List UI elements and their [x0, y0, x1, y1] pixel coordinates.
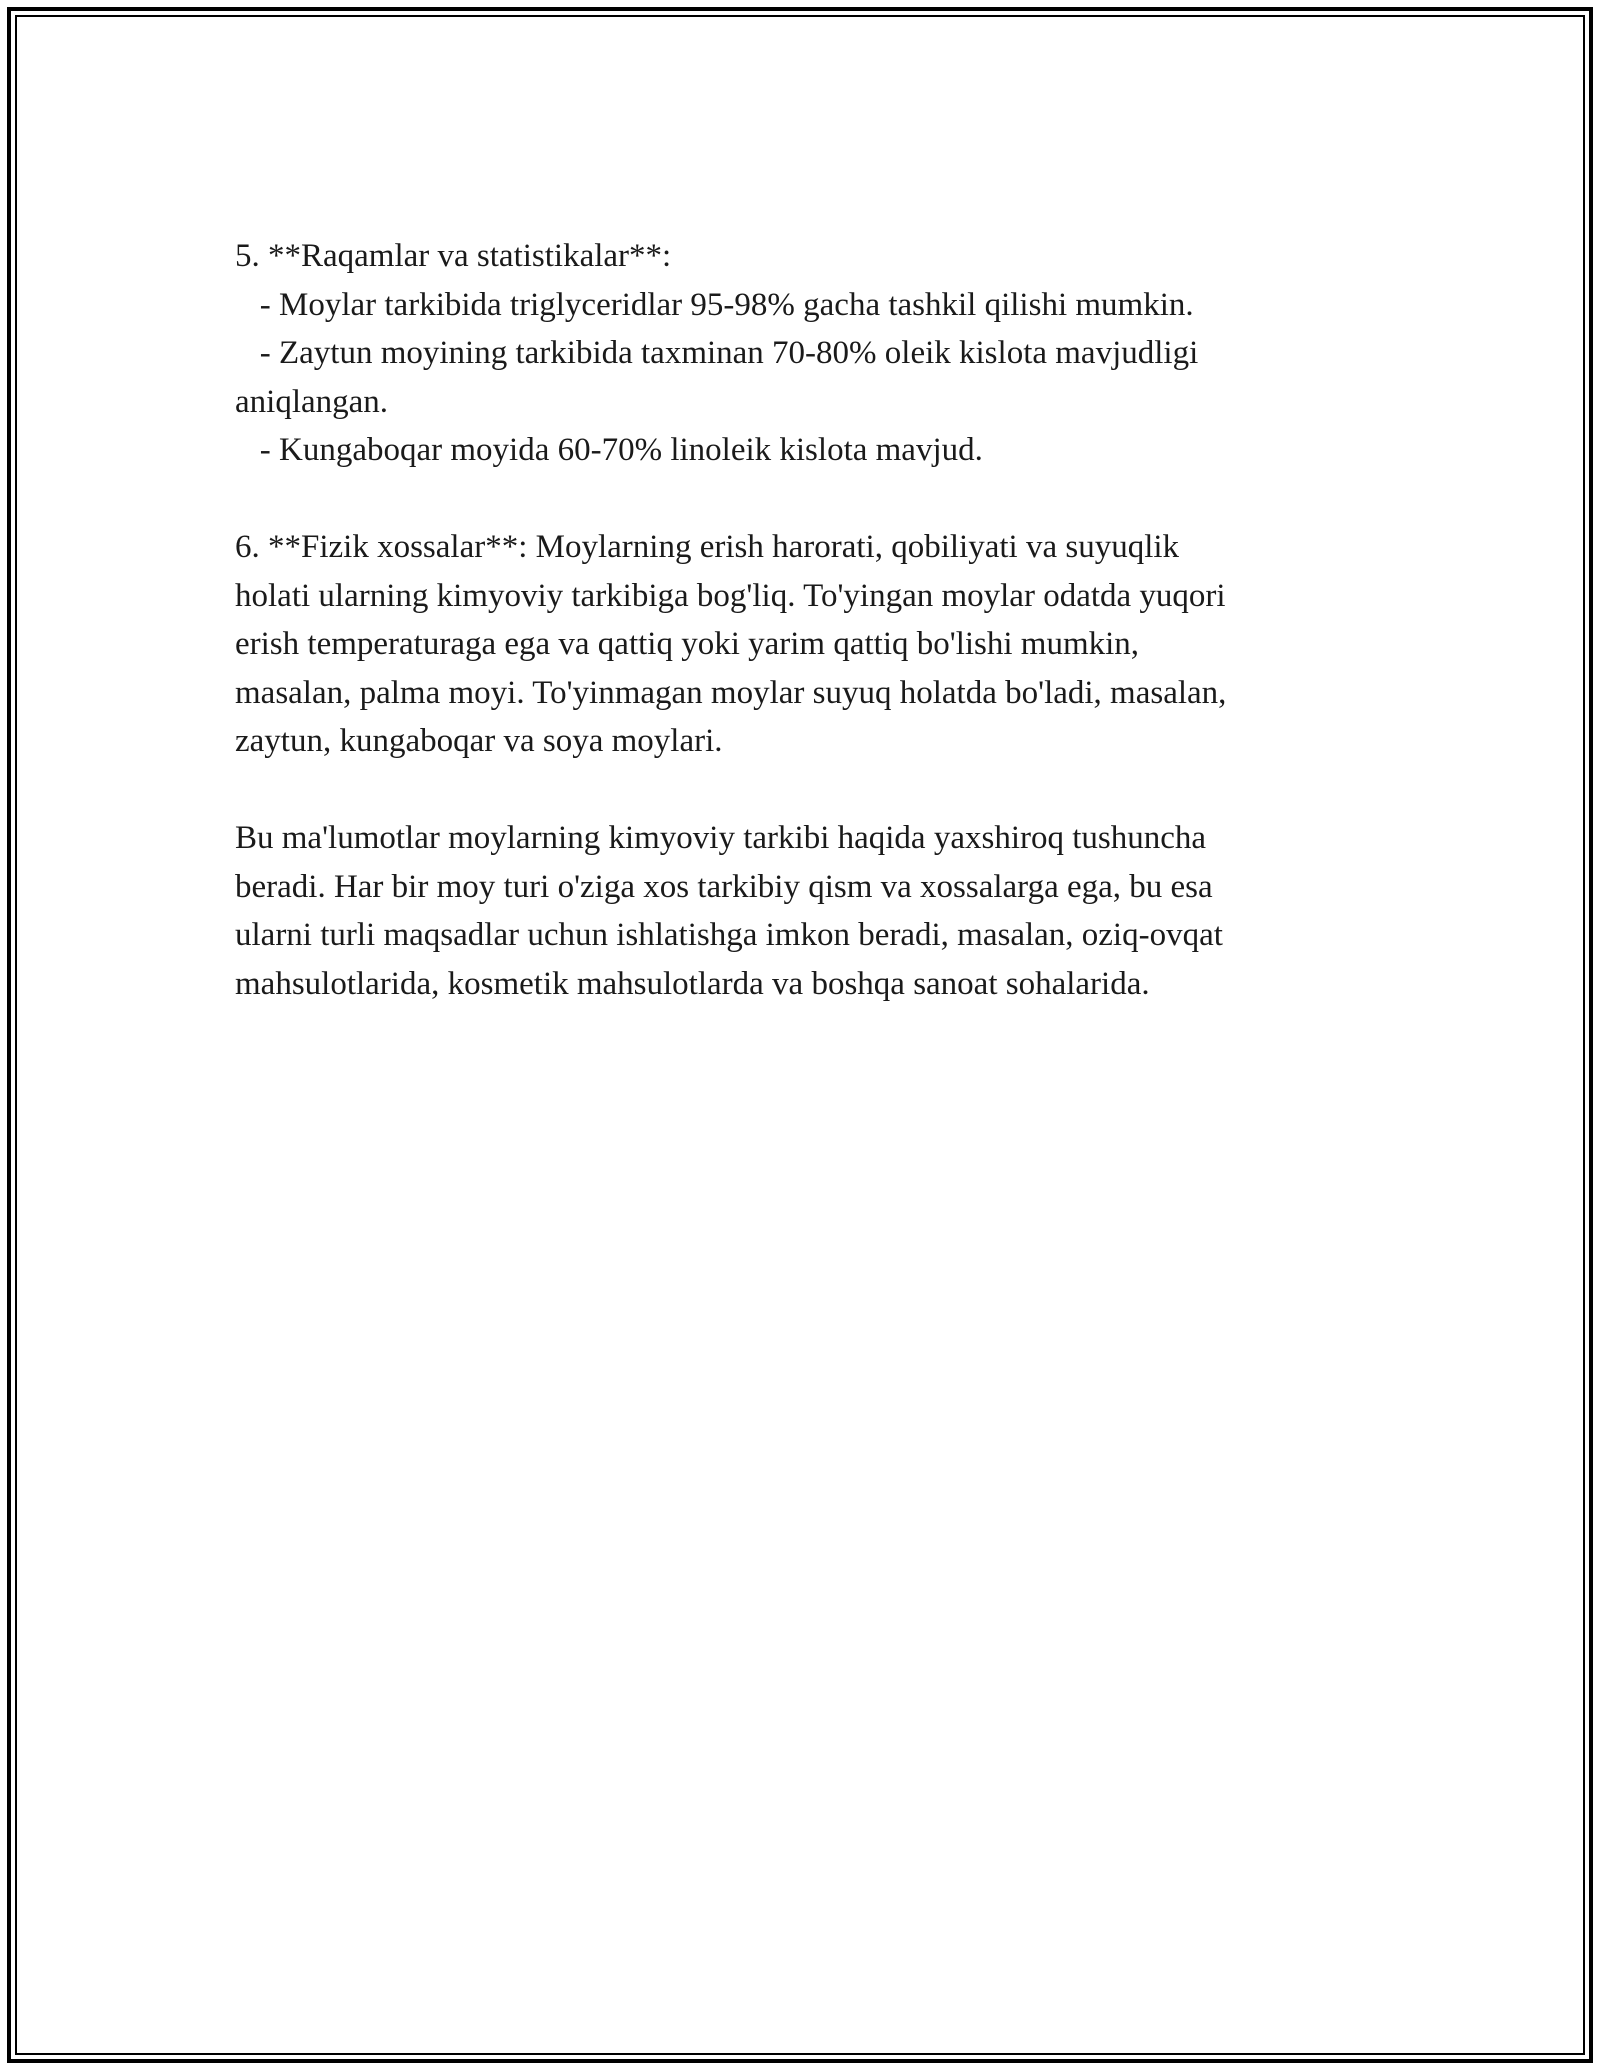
paragraph-line: mahsulotlarida, kosmetik mahsulotlarda va boshqa sanoat sohalarida.: [235, 965, 1150, 1002]
conclusion-paragraph: [235, 814, 1375, 1008]
paragraph-line: beradi. Har bir moy turi o'ziga xos tarkibiy qism va xossalarga ega, bu esa: [235, 868, 1213, 905]
list-item-continuation: aniqlangan.: [235, 383, 389, 420]
paragraph-line: erish temperaturaga ega va qattiq yoki yarim qattiq bo'lishi mumkin,: [235, 626, 1140, 662]
section-physical-properties: [235, 523, 1375, 766]
section-statistics: [235, 232, 1375, 475]
list-item: - Kungaboqar moyida 60-70% linoleik kislota mavjud.: [235, 432, 983, 468]
paragraph-line: Bu ma'lumotlar moylarning kimyoviy tarkibi haqida yaxshiroq tushuncha: [235, 820, 1207, 856]
paragraph-line: 6. **Fizik xossalar**: Moylarning erish harorati, qobiliyati va suyuqlik: [235, 529, 1180, 565]
section-heading: 5. **Raqamlar va statistikalar**:: [235, 238, 672, 274]
paragraph-line: ularni turli maqsadlar uchun ishlatishga imkon beradi, masalan, oziq-ovqat: [235, 917, 1223, 953]
paragraph-line: holati ularning kimyoviy tarkibiga bog'liq. To'yingan moylar odatda yuqori: [235, 577, 1226, 614]
document-body: [235, 232, 1375, 1008]
paragraph-line: masalan, palma moyi. To'yinmagan moylar suyuq holatda bo'ladi, masalan,: [235, 674, 1227, 711]
list-item: - Moylar tarkibida triglyceridlar 95-98% gacha tashkil qilishi mumkin.: [235, 286, 1194, 323]
paragraph-line: zaytun, kungaboqar va soya moylari.: [235, 723, 723, 759]
list-item: - Zaytun moyining tarkibida taxminan 70-80% oleik kislota mavjudligi: [235, 335, 1199, 371]
